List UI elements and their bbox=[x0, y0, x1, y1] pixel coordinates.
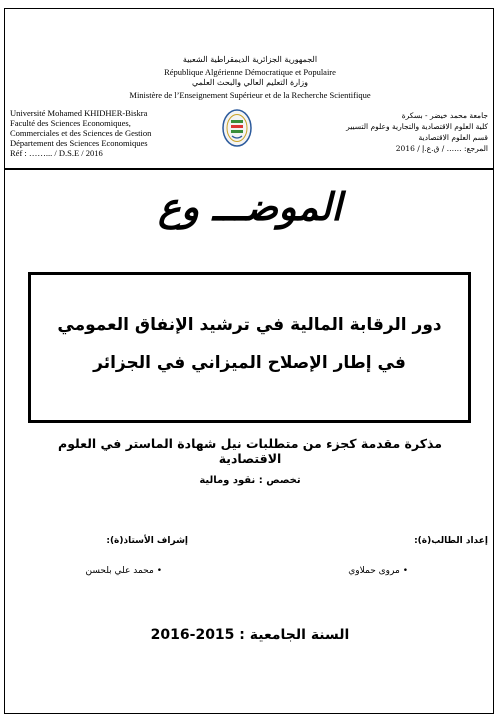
department-line: Département des Sciences Economiques bbox=[10, 138, 148, 148]
supervisor-label: إشراف الأستاذ(ة): bbox=[106, 536, 188, 546]
header-french-republic: République Algérienne Démocratique et Populaire bbox=[164, 67, 336, 77]
student-label: إعداد الطالب(ة): bbox=[414, 536, 488, 546]
subject-heading: الموضـــ وع bbox=[158, 185, 342, 229]
faculty-line-cont: Commerciales et des Sciences de Gestion bbox=[10, 128, 152, 138]
specialization: تخصص : نقود ومالية bbox=[199, 475, 301, 486]
header-arabic-ministry: وزارة التعليم العالي والبحث العلمي bbox=[192, 78, 308, 87]
academic-year: السنة الجامعية : 2015-2016 bbox=[150, 627, 350, 643]
memo-description: مذكرة مقدمة كجزء من متطلبات نيل شهادة الماستر في العلوم الاقتصادية bbox=[58, 436, 442, 466]
bullet-icon: • bbox=[402, 566, 408, 576]
thesis-title-line2: في إطار الإصلاح الميزاني في الجزائر bbox=[93, 353, 406, 373]
university-arabic-block bbox=[270, 110, 488, 154]
thesis-title-box bbox=[28, 272, 471, 423]
header-arabic-republic: الجمهورية الجزائرية الديمقراطية الشعبية bbox=[182, 55, 318, 64]
reference-line-ar: المرجع: …… / ق.ع.إ / 2016 bbox=[395, 144, 488, 153]
faculty-line-ar: كلية العلوم الاقتصادية والتجارية وعلوم التسيير bbox=[346, 122, 488, 131]
department-line-ar: قسم العلوم الاقتصادية bbox=[418, 133, 488, 142]
supervisor-name-row bbox=[30, 566, 162, 576]
reference-line: Réf : ……... / D.S.E / 2016 bbox=[10, 148, 103, 158]
student-name-row bbox=[300, 566, 408, 576]
university-logo-icon bbox=[221, 108, 253, 148]
thesis-title-line1: دور الرقابة المالية في ترشيد الإنفاق العمومي bbox=[57, 315, 442, 335]
bullet-icon: • bbox=[156, 566, 162, 576]
faculty-line: Faculté des Sciences Economiques, bbox=[10, 118, 131, 128]
university-line-ar: جامعة محمد خيضر - بسكرة bbox=[401, 111, 488, 120]
header-divider bbox=[4, 168, 494, 170]
supervisor-name: محمد علي بلحسن bbox=[85, 566, 154, 576]
student-name: مروى حملاوي bbox=[348, 566, 400, 576]
header-french-ministry: Ministère de l’Enseignement Supérieur et de la Recherche Scientifique bbox=[129, 90, 371, 100]
university-line: Université Mohamed KHIDHER-Biskra bbox=[10, 108, 148, 118]
university-french-block bbox=[10, 108, 215, 158]
